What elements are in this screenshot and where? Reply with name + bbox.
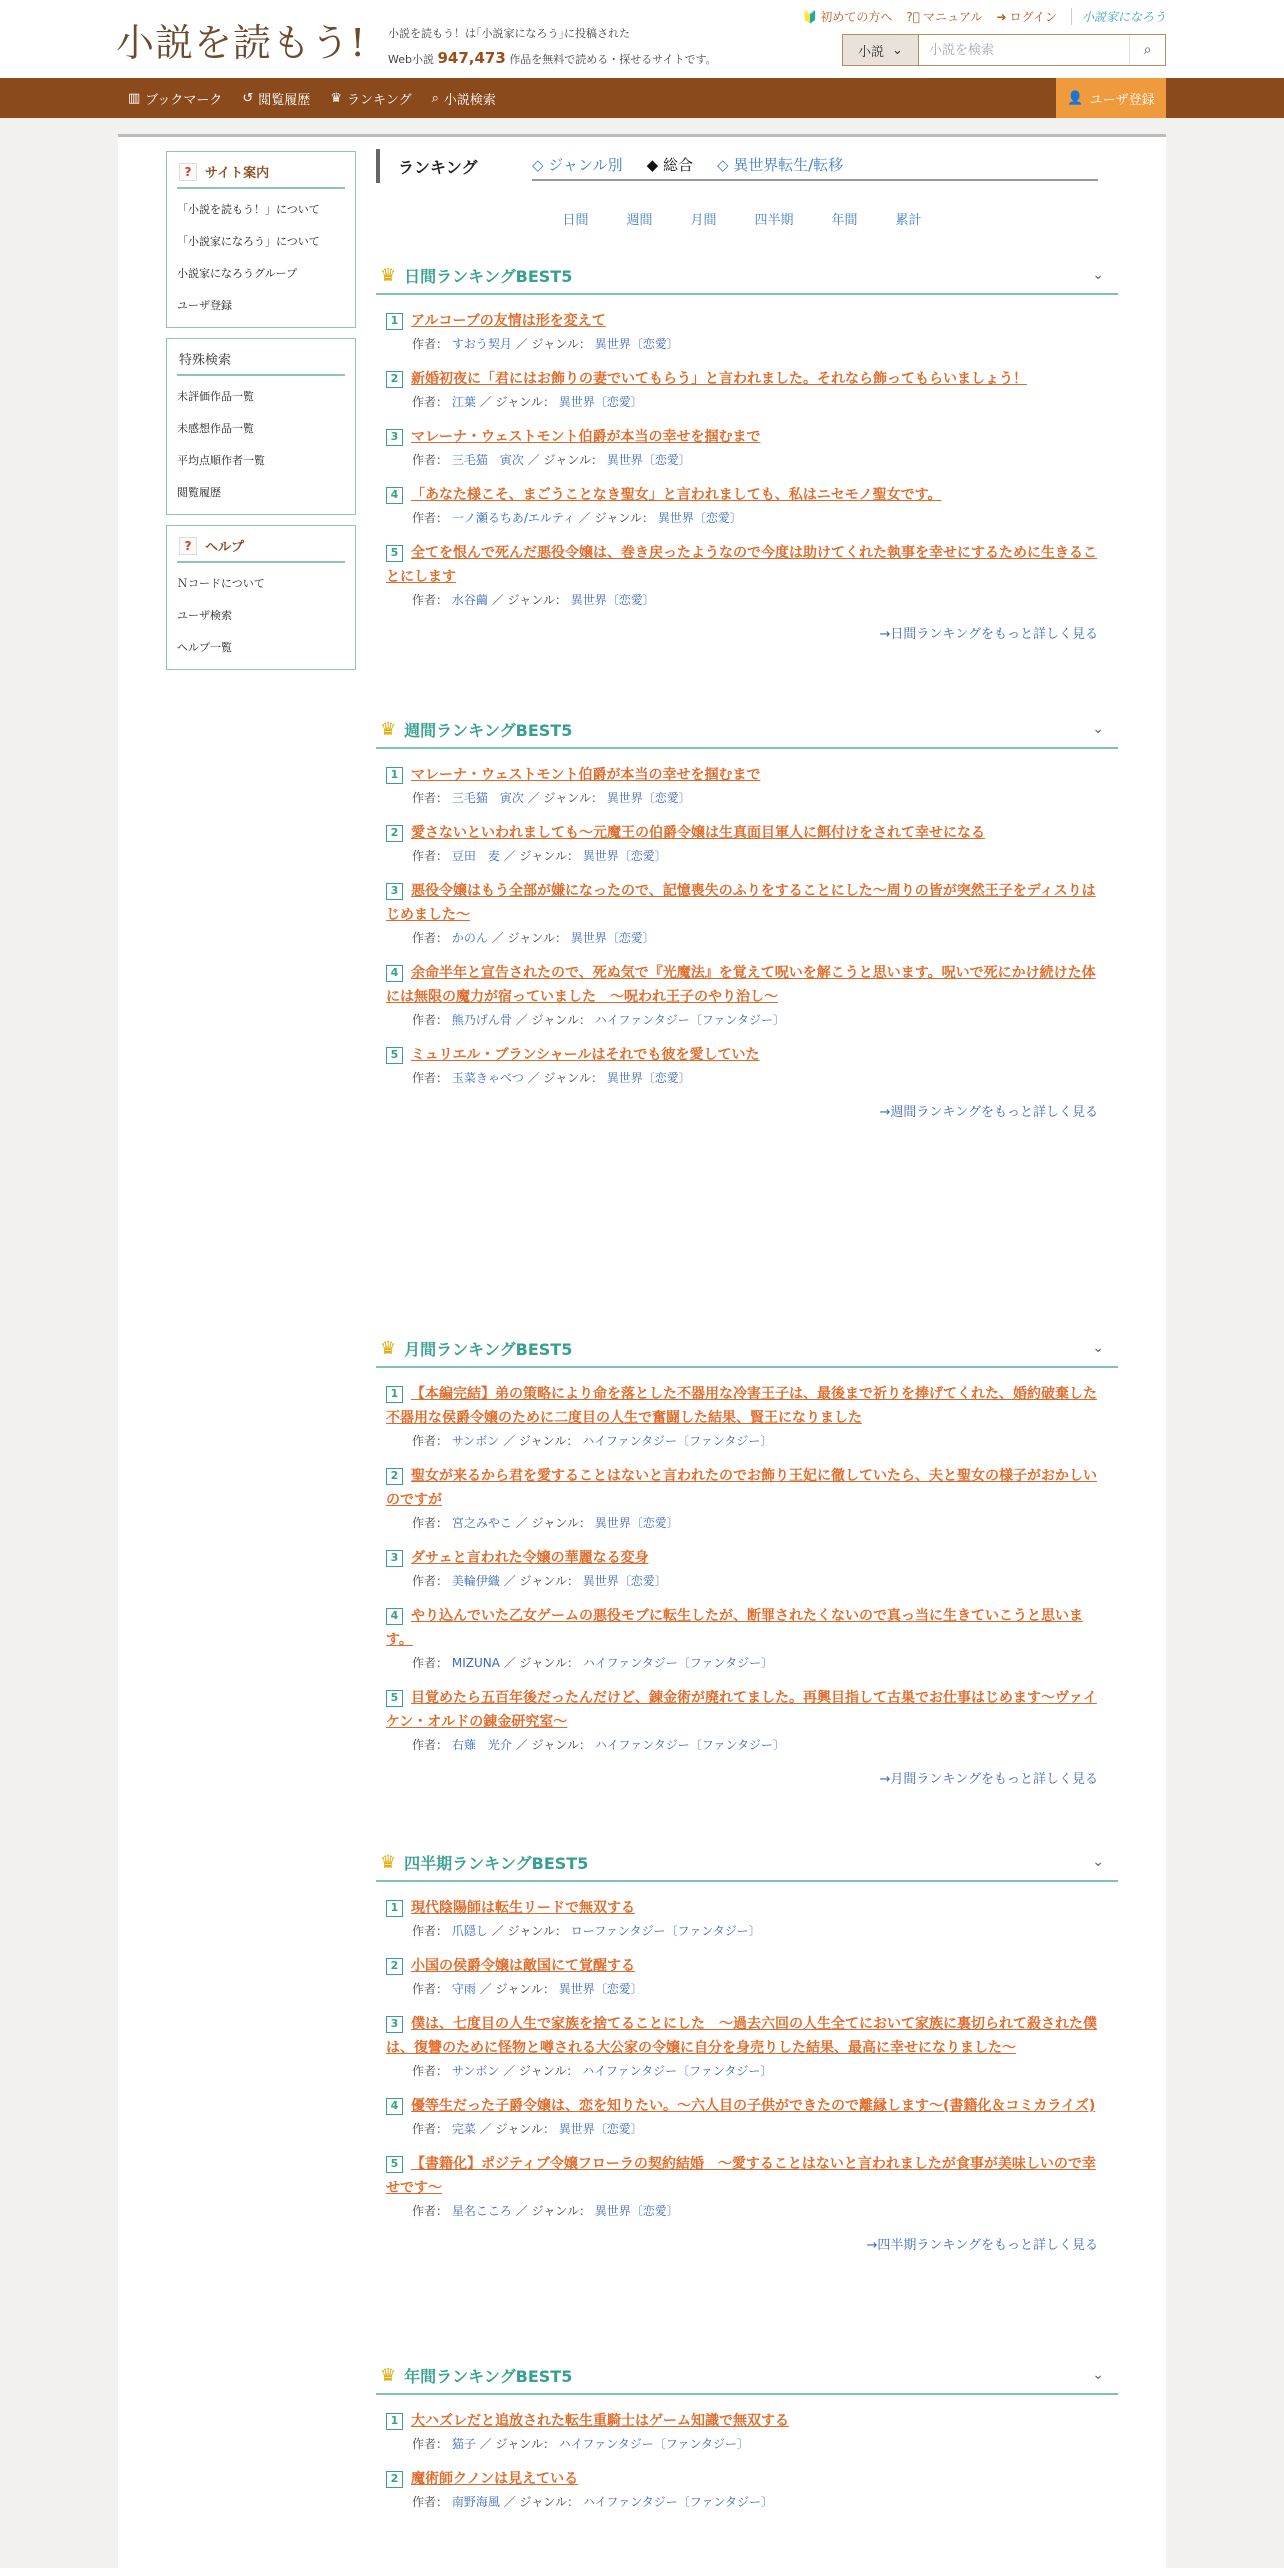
section-header[interactable] [376,711,1118,749]
novel-title: 魔術師クノンは見えている [411,2471,579,2487]
login-link[interactable]: ➜ ログイン [996,9,1057,24]
crown-icon: ♛ [380,264,397,286]
novel-meta [412,845,1108,867]
genre-label: ／ ジャンル： [479,395,555,409]
crown-icon: ♛ [380,718,397,740]
author-link[interactable]: かのん [451,931,488,945]
rank-number: 5 [386,2156,403,2173]
rank-number: 3 [386,1550,403,1567]
author-link[interactable]: 玉菜きゃべつ [451,1071,524,1085]
novel-title-link[interactable] [386,2012,1108,2060]
novel-title-link[interactable] [386,2094,1108,2118]
genre-label: ／ ジャンル： [479,2122,555,2136]
author-link[interactable]: サンボン [451,2064,500,2078]
genre-link[interactable]: ハイファンタジー〔ファンタジー〕 [582,1656,774,1670]
ranking-section [376,1844,1118,2253]
genre-link[interactable]: 異世界〔恋愛〕 [594,1516,679,1530]
rank-list [376,749,1118,1089]
author-link[interactable]: 三毛猫 寅次 [451,453,524,467]
help-box [166,525,356,670]
rank-number: 3 [386,429,403,446]
search-type-select[interactable]: 小説 ⌄ [843,35,919,65]
novel-title: 「あなた様こそ、まごうことなき聖女」と言われましても、私はニセモノ聖女です。 [411,487,942,503]
novel-title-link[interactable] [386,309,1108,333]
novel-title: 聖女が来るから君を愛することはないと言われたのでお飾り王妃に徹していたら、夫と聖女の様子がおかしいのですが [386,1468,1097,1508]
period-daily[interactable]: 日間 [562,213,589,228]
genre-link[interactable]: 異世界〔恋愛〕 [570,931,655,945]
author-link[interactable]: 宮之みやこ [451,1516,512,1530]
special-search-title: 特殊検索 [177,345,345,376]
site-header [0,0,1284,78]
genre-link[interactable]: 異世界〔恋愛〕 [606,453,691,467]
list-item [386,1604,1108,1674]
author-link[interactable]: サンボン [451,1434,500,1448]
genre-label: ／ ジャンル： [503,1656,580,1670]
author-link[interactable]: 星名こころ [451,2204,512,2218]
novel-meta [412,449,1108,471]
period-total[interactable]: 累計 [895,213,922,228]
novel-title-link[interactable] [386,1604,1108,1652]
search-button[interactable] [1129,35,1165,65]
tab-overall[interactable]: ◆ 総合 [646,155,693,174]
genre-link[interactable]: 異世界〔恋愛〕 [594,337,679,351]
author-link[interactable]: 爪隠し [451,1924,488,1938]
genre-link[interactable]: 異世界〔恋愛〕 [558,2122,643,2136]
novel-meta [412,2433,1108,2455]
author-link[interactable]: 江葉 [451,395,476,409]
question-circle-icon: ?⃝ [906,9,920,24]
genre-label: ／ ジャンル： [503,2495,579,2509]
author-label: 作者： [412,337,449,351]
period-monthly[interactable]: 月間 [690,213,717,228]
rank-list [376,1882,1118,2222]
rank-number: 5 [386,1690,403,1707]
novel-title-link[interactable] [386,1896,1108,1920]
novel-title: 【本編完結】弟の策略により命を落とした不器用な冷害王子は、最後まで祈りを捧げてくれた、婚約破棄した不器用な侯爵令嬢のために二度目の人生で奮闘した結果、賢王になりました [386,1386,1097,1426]
genre-label: ／ ジャンル： [515,337,591,351]
genre-link[interactable]: 異世界〔恋愛〕 [606,791,691,805]
rank-number: 1 [386,313,403,330]
author-link[interactable]: 完菜 [451,2122,476,2136]
novel-meta [412,1009,1108,1031]
novel-title: 目覚めたら五百年後だったんだけど、錬金術が廃れてました。再興目指して古巣でお仕事はじめます～ヴァイケン・オルドの錬金研究室～ [386,1690,1097,1730]
crown-icon: ♛ [380,2364,397,2386]
author-label: 作者： [412,511,449,525]
nav-history[interactable]: ↺ 閲覧履歴 [242,90,311,108]
novel-meta [412,589,1108,611]
novel-meta [412,391,1108,413]
user-icon: 👤 [1067,90,1084,106]
period-quarterly[interactable]: 四半期 [754,213,794,228]
bookmark-icon: ▥ [128,90,141,106]
list-item [386,309,1108,355]
author-label: 作者： [412,1924,449,1938]
chevron-down-icon[interactable]: ⌄ [1092,1340,1104,1356]
beginner-mark-icon: 🔰 [802,9,818,24]
author-label: 作者： [412,849,449,863]
rank-list [376,295,1118,611]
sidebar-item-history[interactable]: 閲覧履歴 [177,486,221,499]
rank-number: 3 [386,2016,403,2033]
list-item [386,1464,1108,1534]
genre-label: ／ ジャンル： [527,453,603,467]
genre-link[interactable]: ハイファンタジー〔ファンタジー〕 [582,2064,773,2078]
section-header[interactable] [376,257,1118,295]
section-title: 週間ランキングBEST5 [404,720,573,740]
genre-link[interactable]: 異世界〔恋愛〕 [582,1574,667,1588]
ranking-section [376,711,1118,1120]
more-ranking-link[interactable]: →四半期ランキングをもっと詳しく見る [866,2238,1098,2253]
author-link[interactable]: 猫子 [451,2437,476,2451]
main-nav [0,78,1284,118]
period-weekly[interactable]: 週間 [626,213,653,228]
novel-title-link[interactable] [386,1043,1108,1067]
genre-link[interactable]: 異世界〔恋愛〕 [570,593,655,607]
novel-title: 新婚初夜に「君にはお飾りの妻でいてもらう」と言われました。それなら飾ってもらいましょう！ [411,371,1027,387]
crown-icon: ♛ [380,1337,397,1359]
rank-number: 2 [386,1958,403,1975]
novel-title: 悪役令嬢はもう全部が嫌になったので、記憶喪失のふりをすることにした～周りの皆が突然王子をディスりはじめました～ [386,883,1096,923]
author-label: 作者： [412,1574,449,1588]
chevron-down-icon[interactable]: ⌄ [1092,1854,1104,1870]
author-label: 作者： [412,1071,449,1085]
genre-link[interactable]: ハイファンタジー〔ファンタジー〕 [558,2437,749,2451]
list-item [386,821,1108,867]
genre-link[interactable]: 異世界〔恋愛〕 [594,2204,679,2218]
crown-icon: ♛ [330,90,342,106]
novel-title: 小国の侯爵令嬢は敵国にて覚醒する [411,1958,635,1974]
question-icon: ? [179,537,197,555]
chevron-down-icon[interactable]: ⌄ [1092,267,1104,283]
list-item [386,2152,1108,2222]
rank-number: 1 [386,2413,403,2430]
genre-link[interactable]: 異世界〔恋愛〕 [606,1071,691,1085]
login-icon: ➜ [996,9,1007,24]
genre-label: ／ ジャンル： [479,2437,555,2451]
list-item [386,961,1108,1031]
rank-list [376,2395,1118,2513]
list-item [386,1043,1108,1089]
site-description [388,22,717,72]
author-label: 作者： [412,2064,449,2078]
sidebar-item-avg-authors[interactable]: 平均点順作者一覧 [177,454,265,467]
desc-line1: 小説を読もう！は｢小説家になろう｣に投稿された [388,27,630,40]
list-item [386,1896,1108,1942]
novel-title: 僕は、七度目の人生で家族を捨てることにした ～過去六回の人生全てにおいて家族に裏切られて殺された僕は、復讐のために怪物と噂される大公家の令嬢に自分を身売りした結果、最高に幸せになりました～ [386,2016,1097,2056]
ranking-section [376,2357,1118,2525]
more-ranking-link[interactable]: →週間ランキングをもっと詳しく見る [879,1105,1098,1120]
novel-meta [412,1067,1108,1089]
novel-title-link[interactable] [386,541,1108,589]
rank-number: 1 [386,1386,403,1403]
novel-meta [412,2118,1108,2140]
sidebar-item-narou-group[interactable]: 小説家になろうグループ [177,267,298,280]
desc-prefix: Web小説 [388,53,434,66]
novel-title-link[interactable] [386,1464,1108,1512]
genre-label: ／ ジャンル： [491,1924,567,1938]
author-link[interactable]: すおう契月 [451,337,512,351]
ranking-tabs [376,145,1118,189]
novel-title: マレーナ・ウェストモント伯爵が本当の幸せを掴むまで [411,429,761,445]
author-link[interactable]: 南野海風 [451,2495,500,2509]
special-search-box [166,338,356,515]
content-container [118,134,1166,2568]
novel-meta [412,927,1108,949]
author-label: 作者： [412,931,449,945]
genre-link[interactable]: 異世界〔恋愛〕 [558,1982,643,1996]
list-item [386,2409,1108,2455]
period-links [366,209,1118,233]
rank-number: 4 [386,2098,403,2115]
genre-label: ／ ジャンル： [578,511,655,525]
ranking-section [376,1330,1118,1787]
narou-logo-link[interactable]: 小説家になろう [1071,8,1166,25]
site-guide-title: ? サイト案内 [177,158,345,189]
sidebar-item-no-review[interactable]: 未感想作品一覧 [177,422,254,435]
genre-link[interactable]: ハイファンタジー〔ファンタジー〕 [582,1434,773,1448]
site-logo[interactable]: 小説を読もう! [116,21,367,65]
rank-number: 2 [386,371,403,388]
more-ranking-link[interactable]: →月間ランキングをもっと詳しく見る [879,1772,1098,1787]
novel-meta [412,1570,1108,1592]
section-title: 年間ランキングBEST5 [404,2366,573,2386]
author-label: 作者： [412,593,449,607]
novel-meta [412,507,1108,529]
novel-meta [412,1430,1108,1452]
sidebar-item-user-search[interactable]: ユーザ検索 [177,609,232,622]
rank-number: 1 [386,767,403,784]
author-link[interactable]: 水谷繭 [451,593,488,607]
list-item [386,1546,1108,1592]
novel-title: 余命半年と宣告されたので、死ぬ気で『光魔法』を覚えて呪いを解こうと思います。呪いで死にかけ続けた体には無限の魔力が宿っていました ～呪われ王子のやり治し～ [386,965,1096,1005]
list-item [386,367,1108,413]
sidebar-item-help-list[interactable]: ヘルプ一覧 [177,641,232,654]
novel-meta [412,2200,1108,2222]
novel-meta [412,333,1108,355]
search-bar [842,34,1166,66]
ranking-section [376,257,1118,642]
novel-title-link[interactable] [386,1546,1108,1570]
list-item [386,2012,1108,2082]
genre-label: ／ ジャンル： [527,791,603,805]
section-title: 日間ランキングBEST5 [404,266,573,286]
sidebar-item-ncode[interactable]: Ｎコードについて [177,577,265,590]
genre-link[interactable]: 異世界〔恋愛〕 [558,395,643,409]
novel-title: 愛さないといわれましても～元魔王の伯爵令嬢は生真面目軍人に餌付けをされて幸せになる [411,825,985,841]
novel-title: 【書籍化】ポジティブ令嬢フローラの契約結婚 ～愛することはないと言われましたが食事が美味しいので幸せです～ [386,2156,1096,2196]
sidebar-item-about-yomou[interactable]: 「小説を読もう！」について [177,203,320,216]
genre-label: ／ ジャンル： [479,1982,555,1996]
novel-title: 大ハズレだと追放された転生重騎士はゲーム知識で無双する [411,2413,789,2429]
author-link[interactable]: MIZUNA [451,1656,500,1670]
nav-search[interactable]: ⌕ 小説検索 [431,90,496,108]
list-item [386,763,1108,809]
crown-icon: ♛ [380,1851,397,1873]
author-label: 作者： [412,1516,449,1530]
novel-meta [412,1978,1108,2000]
novel-title: ダサェと言われた令嬢の華麗なる変身 [411,1550,649,1566]
novel-title-link[interactable] [386,1686,1108,1734]
novel-meta [412,2060,1108,2082]
genre-link[interactable]: ローファンタジー〔ファンタジー〕 [570,1924,761,1938]
novel-title-link[interactable] [386,483,1108,507]
list-item [386,2094,1108,2140]
genre-label: ／ ジャンル： [515,2204,591,2218]
tab-isekai[interactable]: ◇ 異世界転生/転移 [716,155,844,174]
rank-list [376,1368,1118,1756]
author-link[interactable]: 熊乃げん骨 [451,1013,512,1027]
list-item [386,879,1108,949]
author-label: 作者： [412,1738,449,1752]
work-count: 947,473 [437,49,506,67]
main-content [376,145,1118,2509]
section-header[interactable] [376,2357,1118,2395]
novel-title-link[interactable] [386,425,1108,449]
page-title: ランキング [376,149,496,183]
genre-label: ／ ジャンル： [503,1574,579,1588]
novel-meta [412,787,1108,809]
author-label: 作者： [412,1013,449,1027]
help-title: ? ヘルプ [177,532,345,563]
manual-link[interactable]: ?⃝ マニュアル [906,9,983,24]
novel-title: やり込んでいた乙女ゲームの悪役モブに転生したが、断罪されたくないので真っ当に生きていこうと思います。 [386,1608,1083,1648]
novel-title-link[interactable] [386,879,1108,927]
author-label: 作者： [412,453,449,467]
sidebar-item-unrated[interactable]: 未評価作品一覧 [177,390,254,403]
novel-meta [412,1652,1108,1674]
genre-label: ／ ジャンル： [491,593,567,607]
rank-number: 5 [386,545,403,562]
section-header[interactable] [376,1330,1118,1368]
novel-meta [412,2491,1108,2513]
top-links [802,8,1166,25]
period-yearly[interactable]: 年間 [831,213,858,228]
list-item [386,425,1108,471]
novel-title-link[interactable] [386,763,1108,787]
author-link[interactable]: 守雨 [451,1982,476,1996]
genre-label: ／ ジャンル： [503,2064,579,2078]
history-icon: ↺ [242,90,254,106]
list-item [386,483,1108,529]
sidebar [166,151,356,680]
nav-ranking[interactable]: ♛ ランキング [330,90,412,108]
chevron-down-icon[interactable]: ⌄ [1092,721,1104,737]
list-item [386,1686,1108,1756]
rank-number: 3 [386,883,403,900]
nav-bookmark[interactable]: ▥ ブックマーク [128,90,223,108]
question-icon: ? [179,163,197,181]
author-label: 作者： [412,1656,449,1670]
author-link[interactable]: 右薙 光介 [451,1738,512,1752]
search-input[interactable] [919,35,1129,65]
register-button[interactable]: 👤 ユーザ登録 [1056,78,1166,118]
author-label: 作者： [412,395,449,409]
genre-label: ／ ジャンル： [503,1434,579,1448]
author-label: 作者： [412,791,449,805]
novel-meta [412,1920,1108,1942]
novel-title: 現代陰陽師は転生リードで無双する [411,1900,635,1916]
search-icon: ⌕ [431,90,439,106]
author-label: 作者： [412,2122,449,2136]
novel-title: マレーナ・ウェストモント伯爵が本当の幸せを掴むまで [411,767,761,783]
author-label: 作者： [412,1434,449,1448]
site-guide-box [166,151,356,328]
rank-number: 2 [386,2471,403,2488]
search-icon: ⌕ [1143,42,1152,58]
section-header[interactable] [376,1844,1118,1882]
novel-title-link[interactable] [386,1382,1108,1430]
rank-number: 4 [386,487,403,504]
novel-title-link[interactable] [386,961,1108,1009]
novel-title-link[interactable] [386,367,1108,391]
genre-link[interactable]: ハイファンタジー〔ファンタジー〕 [594,1738,785,1752]
genre-link[interactable]: ハイファンタジー〔ファンタジー〕 [582,2495,773,2509]
chevron-down-icon[interactable]: ⌄ [1092,2367,1104,2383]
genre-label: ／ ジャンル： [515,1516,591,1530]
novel-title: 優等生だった子爵令嬢は、恋を知りたい。～六人目の子供ができたので離縁します～(書籍化＆コミカライズ) [411,2098,1096,2114]
genre-label: ／ ジャンル： [527,1071,603,1085]
novel-title-link[interactable] [386,2152,1108,2200]
sidebar-item-register[interactable]: ユーザ登録 [177,299,232,312]
genre-link[interactable]: ハイファンタジー〔ファンタジー〕 [594,1013,785,1027]
rank-number: 2 [386,825,403,842]
genre-label: ／ ジャンル： [503,849,579,863]
list-item [386,541,1108,611]
rank-number: 4 [386,1608,403,1625]
list-item [386,1954,1108,2000]
author-link[interactable]: 美輪伊織 [451,1574,500,1588]
beginner-link[interactable]: 🔰 初めての方へ [802,9,893,24]
rank-number: 2 [386,1468,403,1485]
chevron-down-icon: ⌄ [892,42,903,58]
desc-suffix: 作品を無料で読める・探せるサイトです。 [509,53,717,66]
rank-number: 1 [386,1900,403,1917]
author-label: 作者： [412,2204,449,2218]
rank-number: 4 [386,965,403,982]
author-link[interactable]: 一ノ瀬るちあ/エルティ [451,511,575,525]
desc-line2 [388,46,717,72]
section-title: 四半期ランキングBEST5 [404,1853,589,1873]
genre-label: ／ ジャンル： [515,1738,591,1752]
rank-number: 5 [386,1047,403,1064]
novel-title-link[interactable] [386,2467,1108,2491]
sidebar-item-about-narou[interactable]: 「小説家になろう」について [177,235,320,248]
list-item [386,1382,1108,1452]
novel-title: アルコーブの友情は形を変えて [411,313,606,329]
more-ranking-link[interactable]: →日間ランキングをもっと詳しく見る [879,627,1098,642]
author-link[interactable]: 三毛猫 寅次 [451,791,524,805]
novel-title: ミュリエル・ブランシャールはそれでも彼を愛していた [411,1047,760,1063]
novel-title-link[interactable] [386,2409,1108,2433]
author-label: 作者： [412,2437,449,2451]
list-item [386,2467,1108,2513]
genre-link[interactable]: 異世界〔恋愛〕 [582,849,667,863]
author-link[interactable]: 豆田 麦 [451,849,500,863]
novel-meta [412,1734,1108,1756]
section-title: 月間ランキングBEST5 [404,1339,573,1359]
genre-label: ／ ジャンル： [491,931,567,945]
novel-title-link[interactable] [386,821,1108,845]
tab-genre[interactable]: ◇ ジャンル別 [532,155,623,174]
novel-title-link[interactable] [386,1954,1108,1978]
genre-label: ／ ジャンル： [515,1013,591,1027]
genre-link[interactable]: 異世界〔恋愛〕 [657,511,742,525]
novel-meta [412,1512,1108,1534]
author-label: 作者： [412,2495,449,2509]
novel-title: 全てを恨んで死んだ悪役令嬢は、巻き戻ったようなので今度は助けてくれた執事を幸せにするために生きることにします [386,545,1097,585]
author-label: 作者： [412,1982,449,1996]
